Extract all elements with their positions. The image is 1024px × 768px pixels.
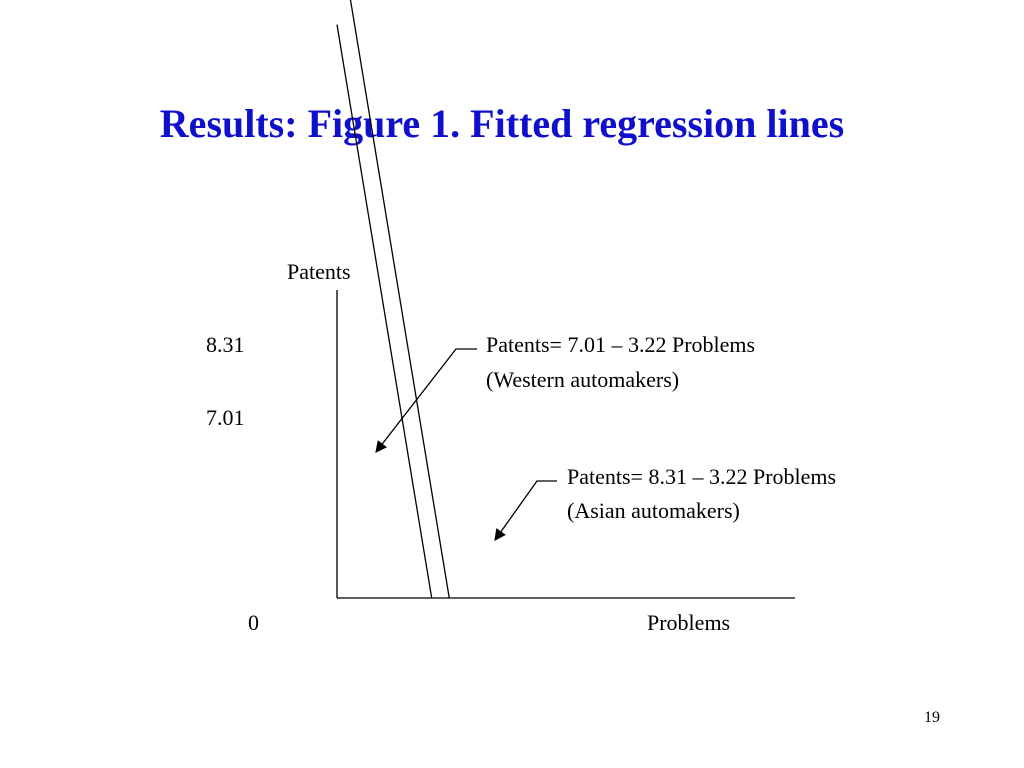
page-number: 19 <box>924 709 940 726</box>
western-group-label: (Western automakers) <box>486 367 680 392</box>
western-equation-label: Patents= 7.01 – 3.22 Problems <box>486 332 756 357</box>
y-tick-label-top: 8.31 <box>206 332 245 357</box>
asian-group-label: (Asian automakers) <box>567 498 740 523</box>
x-axis-label: Problems <box>647 610 731 635</box>
origin-label: 0 <box>248 610 259 635</box>
y-tick-label-lower: 7.01 <box>206 405 245 430</box>
slide-title: Results: Figure 1. Fitted regression lines <box>159 101 845 146</box>
asian-regression-line <box>337 0 449 598</box>
western-callout-arrow <box>376 349 477 452</box>
western-regression-line <box>337 25 432 598</box>
asian-callout-arrow <box>495 481 557 540</box>
y-axis-label: Patents <box>287 259 351 284</box>
asian-equation-label: Patents= 8.31 – 3.22 Problems <box>567 464 837 489</box>
